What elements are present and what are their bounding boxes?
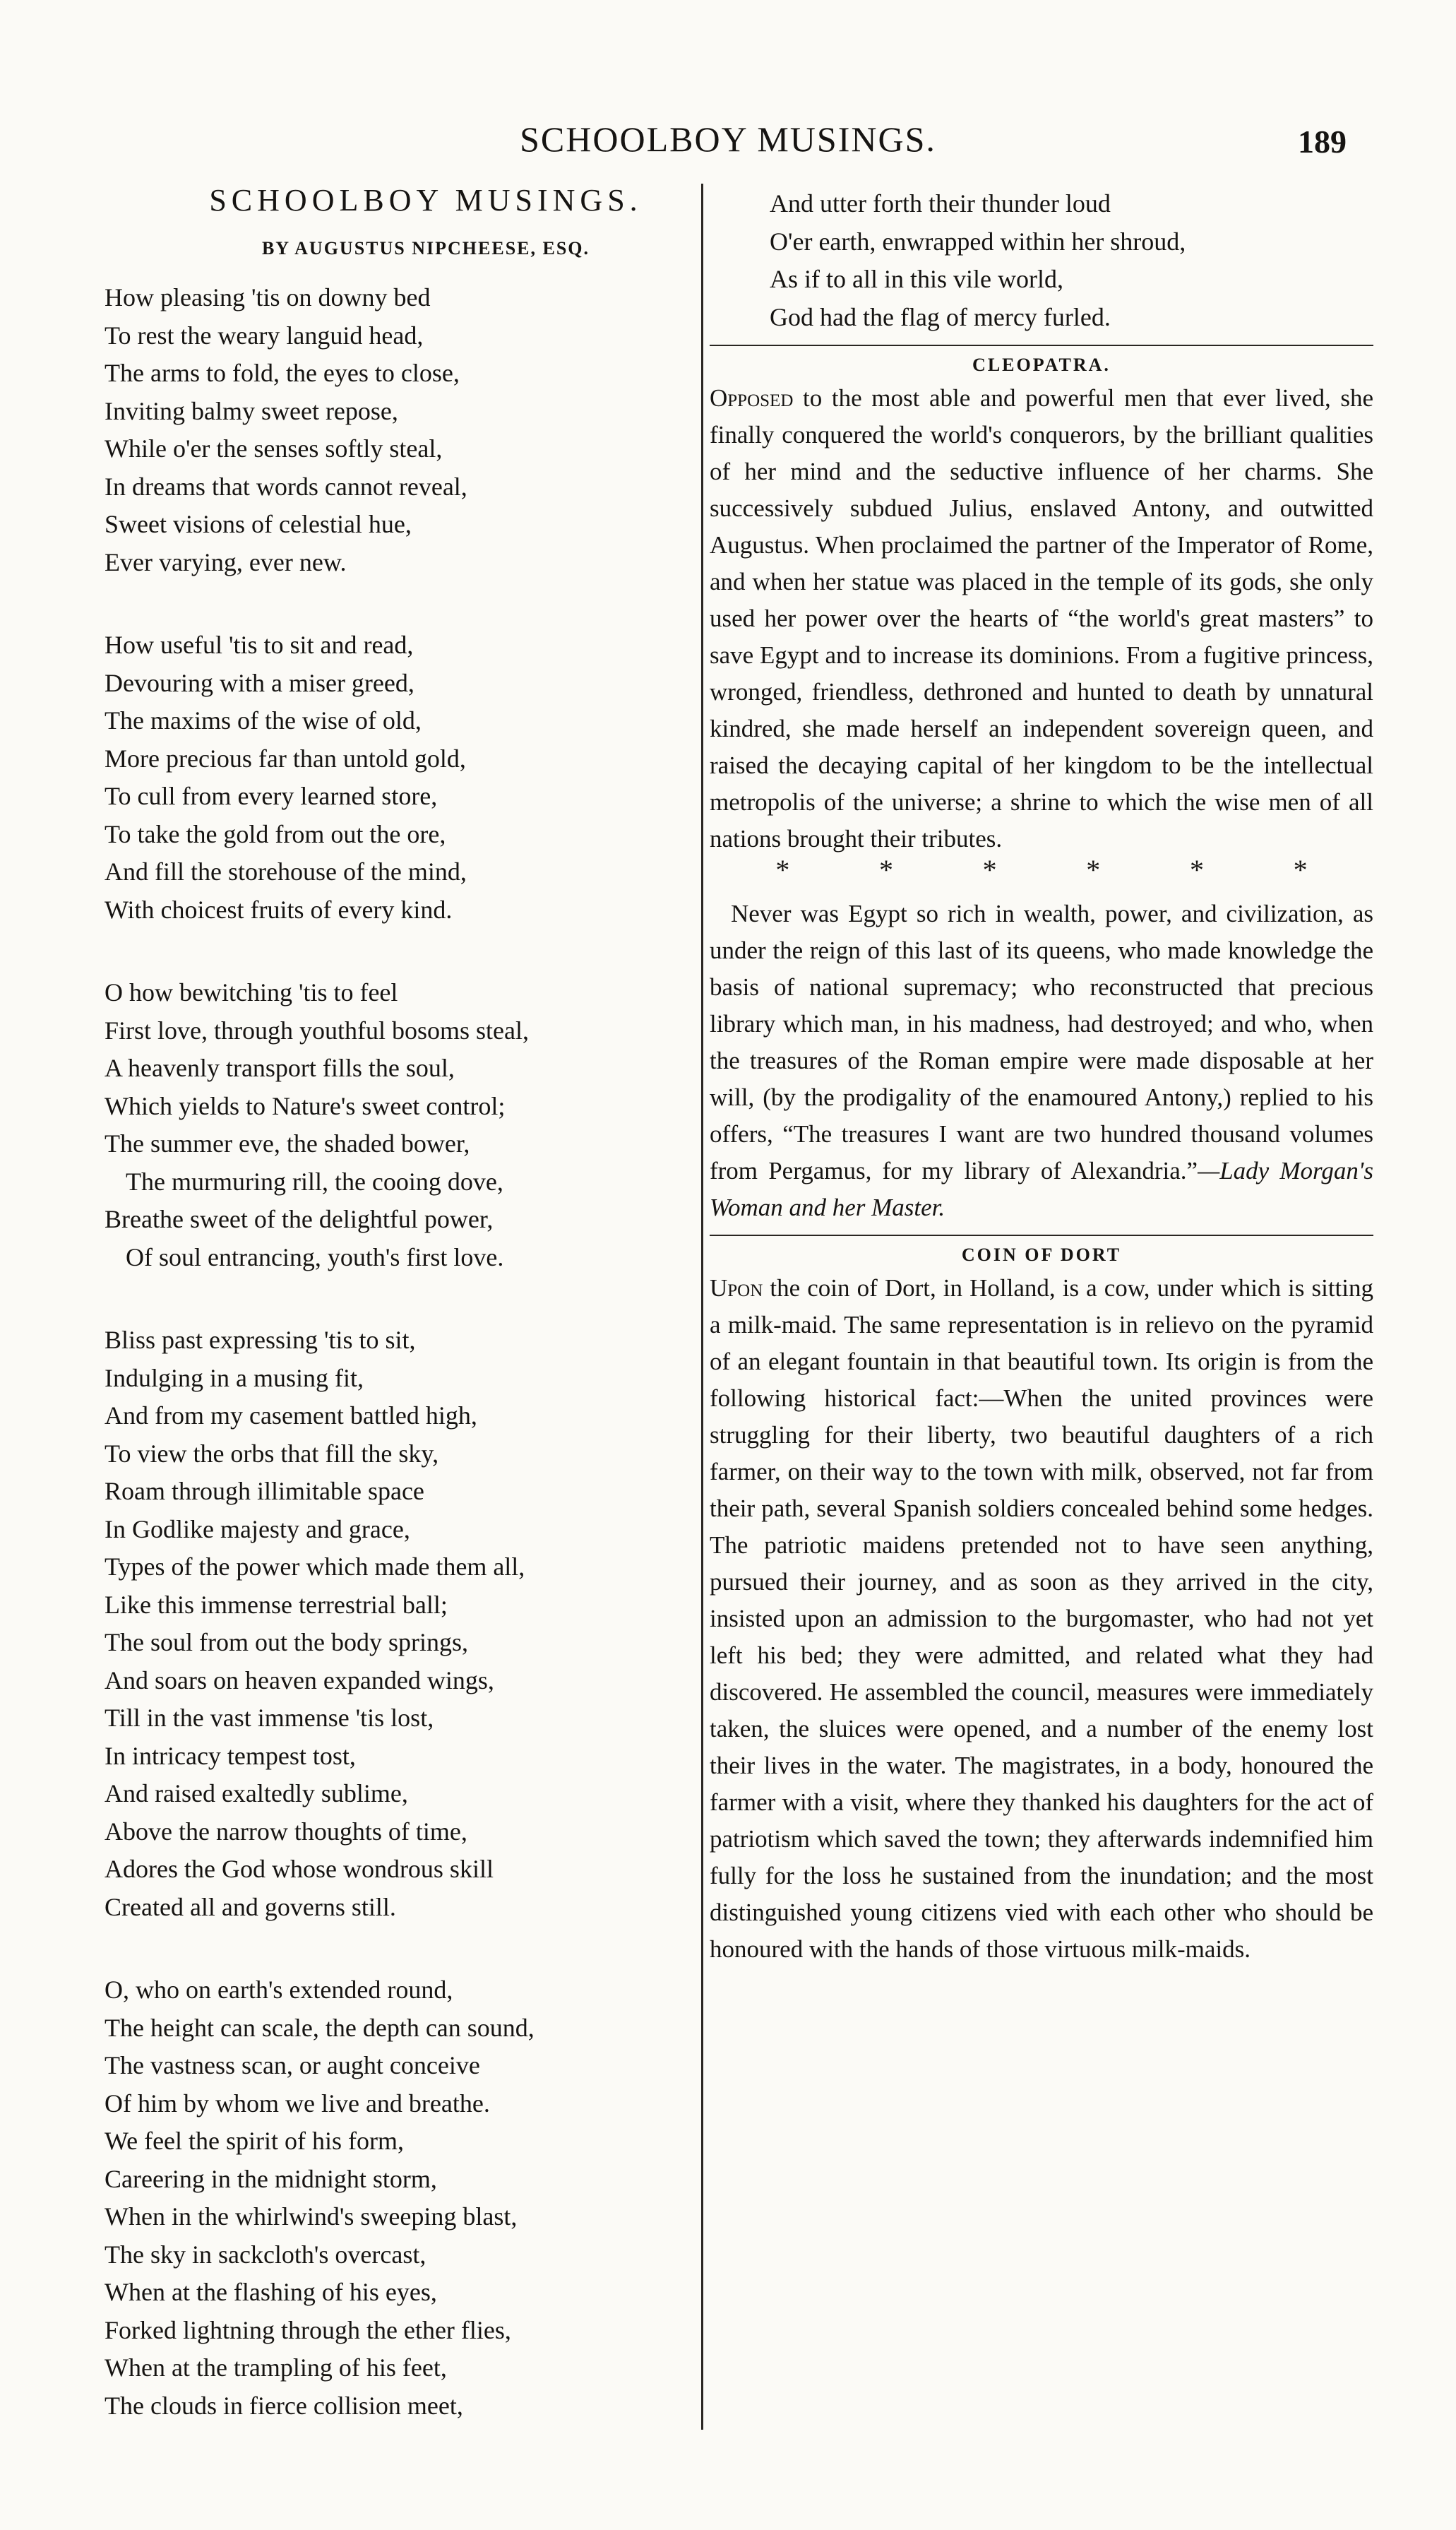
poem-line: Indulging in a musing fit, <box>105 1363 364 1392</box>
poem-line: Like this immense terrestrial ball; <box>105 1590 448 1619</box>
poem-line: First love, through youthful bosoms steal, <box>105 1016 529 1045</box>
cleopatra-title: CLEOPATRA. <box>972 355 1111 375</box>
asterisk: * <box>1086 854 1101 886</box>
asterisk: * <box>775 854 790 886</box>
poem-continuation <box>710 185 1373 336</box>
stanza-2 <box>105 626 705 929</box>
poem-line: When in the whirlwind's sweeping blast, <box>105 2202 518 2231</box>
running-title: SCHOOLBOY MUSINGS. <box>520 119 936 159</box>
poem-line: How useful 'tis to sit and read, <box>105 631 414 659</box>
coin-title: COIN OF DORT <box>961 1245 1122 1265</box>
poem-line: Types of the power which made them all, <box>105 1552 525 1581</box>
poem-line: Created all and governs still. <box>105 1892 396 1921</box>
right-column <box>710 185 1373 1968</box>
source-citation: —Lady Morgan's Woman and her Master. <box>710 1157 1373 1221</box>
poem-byline: BY AUGUSTUS NIPCHEESE, ESQ. <box>261 238 590 259</box>
poem-line: In intricacy tempest tost, <box>105 1741 356 1770</box>
asterism <box>710 854 1373 886</box>
poem-line: With choicest fruits of every kind. <box>105 895 453 924</box>
stanza-1 <box>105 279 705 581</box>
poem-line: Adores the God whose wondrous skill <box>105 1855 494 1883</box>
drop-lead-word: Upon <box>710 1274 763 1302</box>
section-rule <box>710 1235 1373 1236</box>
poem-line: God had the flag of mercy furled. <box>770 302 1111 331</box>
poem-line: Above the narrow thoughts of time, <box>105 1817 467 1846</box>
poem-line: Breathe sweet of the delightful power, <box>105 1205 494 1233</box>
poem-line: The maxims of the wise of old, <box>105 706 422 735</box>
poem-line: Bliss past expressing 'tis to sit, <box>105 1326 416 1354</box>
poem-line: O'er earth, enwrapped within her shroud, <box>770 227 1186 256</box>
poem-line: A heavenly transport fills the soul, <box>105 1054 455 1082</box>
poem-line: To cull from every learned store, <box>105 782 438 810</box>
poem-line: Of him by whom we live and breathe. <box>105 2089 490 2118</box>
poem-line: We feel the spirit of his form, <box>105 2127 404 2155</box>
paragraph-text: Never was Egypt so rich in wealth, power, and civilization, as under the reign of this last of its queens, who made knowledge the basis of national supremacy; who reconstructed that precious library which man, in his madness, had destroyed; and who, when the treasures of the Roman empire were made disposable at her will, (by the prodigality of the enamoured Antony,) replied to his offers, “The treasures I want are two hundred thousand volumes from Pergamus, for my library of Alexandria.” <box>710 900 1373 1184</box>
asterisk: * <box>878 854 893 886</box>
poem-line: Of soul entrancing, youth's first love. <box>126 1242 504 1271</box>
poem-line: Careering in the midnight storm, <box>105 2164 437 2193</box>
paragraph-text: to the most able and powerful men that ever lived, she finally conquered the world's conquerors, by the brilliant qualities of her mind and the seductive influence of her charms. She successively subdued Julius, enslaved Antony, and outwitted Augustus. When proclaimed the partner of the Imperator of Rome, and when her statue was placed in the temple of its gods, she only used her power over the hearts of “the world's great masters” to save Egypt and to increase its dominions. From a fugitive princess, wronged, friendless, dethroned and hunted to death by unnatural kindred, she made herself an independent sovereign queen, and raised the decaying capital of her kingdom to be the intellectual metropolis of the universe; a shrine to which the wise men of all nations brought their tributes. <box>710 384 1373 853</box>
poem-line: O how bewitching 'tis to feel <box>105 978 398 1006</box>
poem-line: O, who on earth's extended round, <box>105 1976 453 2004</box>
poem-line: To take the gold from out the ore, <box>105 819 446 848</box>
paragraph-text: the coin of Dort, in Holland, is a cow, under which is sitting a milk-maid. The same representation is in relievo on the pyramid of an elegant fountain in that beautiful town. Its origin is from the following historical fact:—When the united provinces were struggling for their liberty, two beautiful daughters of a rich farmer, on their way to the town with milk, observed, not far from their path, several Spanish soldiers concealed behind some hedges. The patriotic maidens pretended not to have seen anything, pursued their journey, and as soon as they arrived in the city, insisted upon an admission to the burgomaster, who had not yet left his bed; they were admitted, and related what they had discovered. He assembled the council, measures were immediately taken, the sluices were opened, and a number of the enemy lost their lives in the water. The magistrates, in a body, honoured the farmer with a visit, where they thanked his daughters for the act of patriotism which saved the town; they afterwards indemnified him fully for the loss he sustained from the inundation; and the most distinguished young citizens vied with each other who should be honoured with the hands of those virtuous milk-maids. <box>710 1274 1373 1963</box>
poem-line: The sky in sackcloth's overcast, <box>105 2240 426 2269</box>
poem-line: And from my casement battled high, <box>105 1401 477 1430</box>
poem-line: As if to all in this vile world, <box>770 265 1063 293</box>
poem-line: The clouds in fierce collision meet, <box>105 2391 463 2420</box>
asterisk: * <box>982 854 997 886</box>
poem-title: SCHOOLBOY MUSINGS. <box>209 183 643 218</box>
poem-line: To rest the weary languid head, <box>105 321 424 350</box>
poem-line: Inviting balmy sweet repose, <box>105 396 398 425</box>
poem-line: The height can scale, the depth can sound, <box>105 2013 535 2042</box>
poem-line: The arms to fold, the eyes to close, <box>105 359 460 387</box>
stanza-4 <box>105 1322 705 1926</box>
poem-line: When at the flashing of his eyes, <box>105 2278 437 2306</box>
poem-line: Devouring with a miser greed, <box>105 668 414 697</box>
poem-line: Till in the vast immense 'tis lost, <box>105 1704 434 1732</box>
poem-line: The summer eve, the shaded bower, <box>105 1129 470 1158</box>
running-head <box>0 119 1456 182</box>
poem-line: And utter forth their thunder loud <box>770 189 1111 218</box>
poem-line: And fill the storehouse of the mind, <box>105 857 467 886</box>
column-divider <box>701 184 703 2430</box>
poem-line: The vastness scan, or aught conceive <box>105 2051 480 2079</box>
poem-line: And soars on heaven expanded wings, <box>105 1665 494 1694</box>
poem-line: Ever varying, ever new. <box>105 547 347 576</box>
poem-line: The murmuring rill, the cooing dove, <box>126 1167 503 1196</box>
left-column <box>105 182 705 2470</box>
poem-line: To view the orbs that fill the sky, <box>105 1439 439 1468</box>
poem-line: And raised exaltedly sublime, <box>105 1779 408 1807</box>
drop-lead-word: Opposed <box>710 384 794 412</box>
poem-line: In Godlike majesty and grace, <box>105 1514 410 1543</box>
cleopatra-paragraph-1 <box>710 380 1373 857</box>
page-number: 189 <box>1298 124 1347 160</box>
poem-line: More precious far than untold gold, <box>105 744 466 773</box>
asterisk: * <box>1189 854 1204 886</box>
stanza-5 <box>105 1971 705 2425</box>
section-rule <box>710 345 1373 346</box>
poem-line: While o'er the senses softly steal, <box>105 434 443 463</box>
poem-line: Roam through illimitable space <box>105 1477 424 1505</box>
cleopatra-paragraph-2 <box>710 896 1373 1226</box>
poem-line: Which yields to Nature's sweet control; <box>105 1091 506 1120</box>
poem-line: In dreams that words cannot reveal, <box>105 472 467 501</box>
poem-line: The soul from out the body springs, <box>105 1628 468 1656</box>
stanza-3 <box>105 974 705 1276</box>
poem-line: How pleasing 'tis on downy bed <box>105 283 431 311</box>
poem-line: When at the trampling of his feet, <box>105 2353 447 2382</box>
poem-line: Forked lightning through the ether flies, <box>105 2315 511 2344</box>
poem-line: Sweet visions of celestial hue, <box>105 510 412 538</box>
coin-paragraph <box>710 1270 1373 1968</box>
asterisk: * <box>1293 854 1308 886</box>
